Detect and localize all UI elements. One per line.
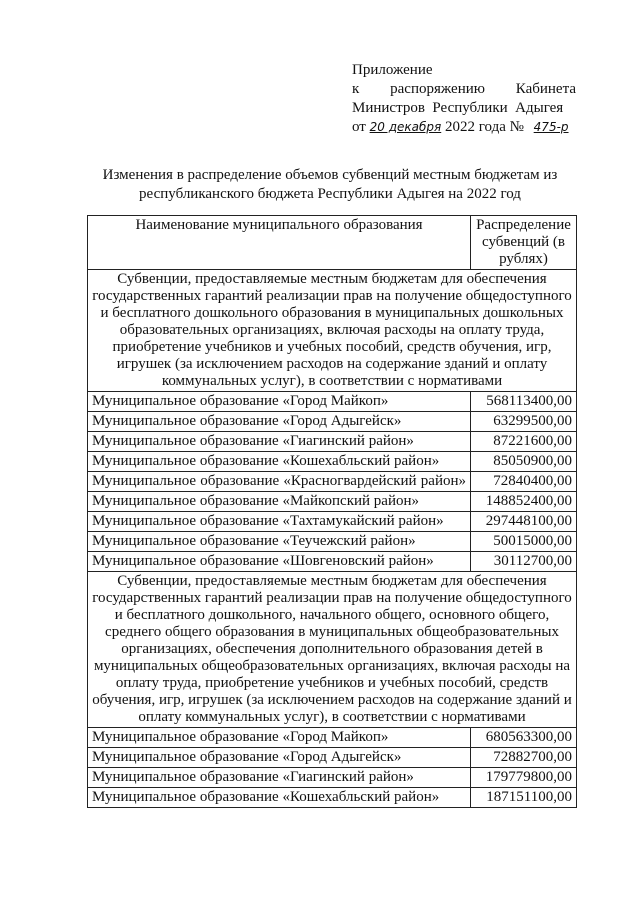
section1-description: Субвенции, предоставляемые местным бюджетам для обеспечения государственных гарантий реализации прав на получение общедоступного и бесплатного дошкольного образования в муниципальных дошкольных образовательных организациях, включая расходы на оплату труда, приобретение учебников и учебных пособий, средств обучения, игр, игрушек (за исключением расходов на содержание зданий и оплату коммунальных услуг), в соответствии с нормативами: [88, 270, 577, 392]
municipality-name: Муниципальное образование «Майкопский район»: [88, 492, 471, 512]
municipality-name: Муниципальное образование «Город Адыгейск»: [88, 748, 471, 768]
table-row: [88, 472, 577, 492]
table-row: [88, 532, 577, 552]
municipality-name: Муниципальное образование «Город Майкоп»: [88, 392, 471, 412]
appendix-word-order: распоряжению: [390, 81, 485, 97]
appendix-date-line: [352, 118, 576, 137]
handwritten-number: 475-р: [533, 120, 569, 134]
municipality-name: Муниципальное образование «Гиагинский район»: [88, 432, 471, 452]
table-row: [88, 552, 577, 572]
subvention-value: 297448100,00: [471, 512, 577, 532]
table-header-row: [88, 216, 577, 270]
municipality-name: Муниципальное образование «Шовгеновский район»: [88, 552, 471, 572]
date-year: 2022 года №: [444, 119, 524, 135]
date-prefix: от: [352, 119, 366, 135]
section1-row: [88, 270, 577, 392]
table-row: [88, 392, 577, 412]
appendix-line-ministers: Министров Республики Адыгея: [352, 100, 564, 116]
municipality-name: Муниципальное образование «Красногвардейский район»: [88, 472, 471, 492]
table-row: [88, 768, 577, 788]
municipality-name: Муниципальное образование «Тахтамукайский район»: [88, 512, 471, 532]
section2-description: Субвенции, предоставляемые местным бюджетам для обеспечения государственных гарантий реализации прав на получение общедоступного и бесплатного дошкольного, начального общего, основного общего, среднего общего образования в муниципальных общеобразовательных организациях, обеспечения дополнительного образования детей в муниципальных общеобразовательных организациях, включая расходы на оплату труда, приобретение учебников и учебных пособий, средств обучения, игр, игрушек (за исключением расходов на содержание зданий и оплату коммунальных услуг), в соответствии с нормативами: [88, 572, 577, 728]
subvention-value: 680563300,00: [471, 728, 577, 748]
document-title: Изменения в распределение объемов субвенций местным бюджетам из республиканского бюджета Республики Адыгея на 2022 год: [102, 167, 558, 202]
appendix-block: [352, 61, 576, 137]
subvention-value: 179779800,00: [471, 768, 577, 788]
appendix-title: Приложение: [352, 62, 433, 78]
table-row: [88, 492, 577, 512]
table-row: [88, 748, 577, 768]
subvention-value: 30112700,00: [471, 552, 577, 572]
subvention-value: 87221600,00: [471, 432, 577, 452]
header-name-cell: Наименование муниципального образования: [88, 216, 471, 270]
subvention-value: 72882700,00: [471, 748, 577, 768]
subvention-value: 568113400,00: [471, 392, 577, 412]
subvention-value: 63299500,00: [471, 412, 577, 432]
table-row: [88, 432, 577, 452]
municipality-name: Муниципальное образование «Теучежский район»: [88, 532, 471, 552]
handwritten-date: 20 декабря: [369, 120, 442, 134]
municipality-name: Муниципальное образование «Город Майкоп»: [88, 728, 471, 748]
appendix-word-k: к: [352, 81, 360, 97]
subvention-value: 148852400,00: [471, 492, 577, 512]
section2-row: [88, 572, 577, 728]
subvention-value: 85050900,00: [471, 452, 577, 472]
table-row: [88, 788, 577, 808]
header-distribution-cell: Распределение субвенций (в рублях): [471, 216, 577, 270]
subvention-value: 50015000,00: [471, 532, 577, 552]
subvention-value: 72840400,00: [471, 472, 577, 492]
table-row: [88, 512, 577, 532]
municipality-name: Муниципальное образование «Кошехабльский район»: [88, 452, 471, 472]
table-row: [88, 728, 577, 748]
municipality-name: Муниципальное образование «Кошехабльский район»: [88, 788, 471, 808]
table-row: [88, 412, 577, 432]
appendix-word-cabinet: Кабинета: [515, 81, 576, 97]
municipality-name: Муниципальное образование «Гиагинский район»: [88, 768, 471, 788]
municipality-name: Муниципальное образование «Город Адыгейск»: [88, 412, 471, 432]
table-row: [88, 452, 577, 472]
appendix-line-order: [352, 80, 576, 99]
subvention-value: 187151100,00: [471, 788, 577, 808]
distribution-table: [87, 215, 577, 808]
